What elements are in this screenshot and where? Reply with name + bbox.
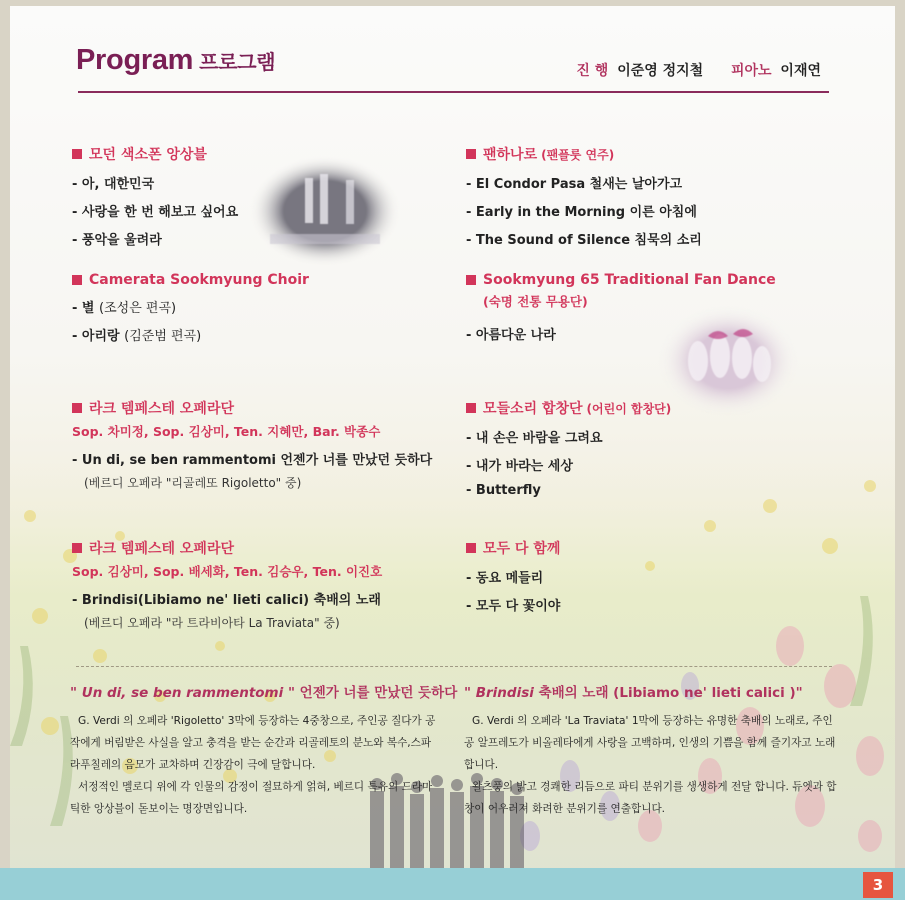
section-title: 모들소리 합창단 (어린이 합창단)	[466, 398, 671, 418]
section-divider	[76, 666, 832, 667]
section-children-choir	[466, 398, 671, 498]
section-opera-traviata	[72, 538, 382, 631]
program-item: - 사랑을 한 번 해보고 싶어요	[72, 205, 239, 220]
square-bullet-icon	[466, 149, 476, 159]
section-title: 라크 템페스테 오페라단	[72, 398, 432, 418]
section-title: 모던 색소폰 앙상블	[72, 144, 238, 164]
page-number-badge: 3	[863, 872, 893, 898]
section-title: Camerata Sookmyung Choir	[72, 272, 309, 288]
title-ko: 프로그램	[199, 52, 276, 74]
description-brindisi	[464, 682, 839, 820]
program-item: - 모두 다 꽃이야	[466, 599, 561, 614]
program-item: - Un di, se ben rammentomi 언젠가 너를 만났던 듯하다	[72, 453, 433, 468]
host-label: 진 행	[576, 63, 609, 79]
program-item: - 아, 대한민국	[72, 177, 155, 192]
staff-credits	[576, 60, 821, 80]
square-bullet-icon	[72, 149, 82, 159]
description-rigoletto	[70, 682, 458, 820]
program-item: - 내가 바라는 세상	[466, 459, 573, 474]
square-bullet-icon	[72, 275, 82, 285]
program-page	[10, 6, 895, 868]
square-bullet-icon	[72, 403, 82, 413]
program-item: - 아름다운 나라	[466, 328, 556, 343]
program-item: - Brindisi(Libiamo ne' lieti calici) 축배의 노래	[72, 593, 381, 608]
square-bullet-icon	[466, 543, 476, 553]
program-source: (베르디 오페라 "라 트라비아타 La Traviata" 중)	[84, 616, 340, 630]
square-bullet-icon	[466, 275, 476, 285]
title-en: Program	[76, 44, 194, 76]
host-names: 이준영 정지철	[617, 63, 704, 79]
section-subtitle: (숙명 전통 무용단)	[483, 294, 588, 309]
description-paragraph: G. Verdi 의 오페라 'La Traviata' 1막에 등장하는 유명한 축배의 노래로, 주인공 알프레도가 비올레타에게 사랑을 고백하며, 인생의 기쁨을 함께 즐기자고 노래합니다.	[464, 715, 836, 771]
program-item: - 동요 메들리	[466, 571, 544, 586]
description-paragraph: 서정적인 멜로디 위에 각 인물의 감정이 절묘하게 얽혀, 베르디 특유의 드라마틱한 앙상블이 돋보이는 명장면입니다.	[70, 781, 433, 815]
section-title: Sookmyung 65 Traditional Fan Dance	[466, 272, 776, 288]
program-item: - The Sound of Silence 침묵의 소리	[466, 233, 702, 248]
page-title	[76, 44, 275, 77]
square-bullet-icon	[72, 543, 82, 553]
program-item: - 내 손은 바람을 그려요	[466, 431, 603, 446]
section-camerata-choir	[72, 272, 309, 344]
saxophone-stage-photo	[250, 156, 400, 266]
header-divider	[78, 91, 829, 93]
description-paragraph: G. Verdi 의 오페라 'Rigoletto' 3막에 등장하는 4중창으로, 주인공 질다가 공작에게 버림받은 사실을 알고 충격을 받는 순간과 리골레토의 분노와 복수,스파라푸칠레의 음모가 교차하며 긴장감이 극에 달합니다.	[70, 715, 436, 771]
section-performers: Sop. 김상미, Sop. 배세화, Ten. 김승우, Ten. 이진호	[72, 564, 383, 579]
section-title: 라크 템페스테 오페라단	[72, 538, 382, 558]
program-item: - 풍악을 울려라	[72, 233, 162, 248]
description-paragraph: 왈츠풍의 밝고 경쾌한 리듬으로 파티 분위기를 생생하게 전달 합니다. 듀엣과 합창이 어우러져 화려한 분위기를 연출합니다.	[464, 781, 837, 815]
section-title: 모두 다 함께	[466, 538, 560, 558]
program-item: - Butterfly	[466, 483, 541, 498]
description-title: " Un di, se ben rammentomi " 언젠가 너를 만났던 듯하다	[70, 685, 458, 701]
section-saxophone-ensemble	[72, 144, 238, 248]
section-all-together	[466, 538, 560, 614]
square-bullet-icon	[466, 403, 476, 413]
section-panflute	[466, 144, 702, 248]
footer-bar	[0, 868, 905, 900]
description-title: " Brindisi 축배의 노래 (Libiamo ne' lieti calici )"	[464, 685, 803, 701]
program-item: - 아리랑 (김준범 편곡)	[72, 329, 202, 344]
program-source: (베르디 오페라 "리골레또 Rigoletto" 중)	[84, 476, 302, 490]
section-performers: Sop. 차미정, Sop. 김상미, Ten. 지혜만, Bar. 박종수	[72, 424, 381, 439]
section-title: 팬하나로 (팬플룻 연주)	[466, 144, 702, 164]
piano-name: 이재연	[780, 63, 821, 79]
program-item: - Early in the Morning 이른 아침에	[466, 205, 697, 220]
section-fan-dance	[466, 272, 776, 343]
program-item: - El Condor Pasa 철새는 날아가고	[466, 177, 683, 192]
section-opera-rigoletto	[72, 398, 432, 491]
program-item: - 별 (조성은 편곡)	[72, 301, 177, 316]
piano-label: 피아노	[730, 63, 772, 79]
